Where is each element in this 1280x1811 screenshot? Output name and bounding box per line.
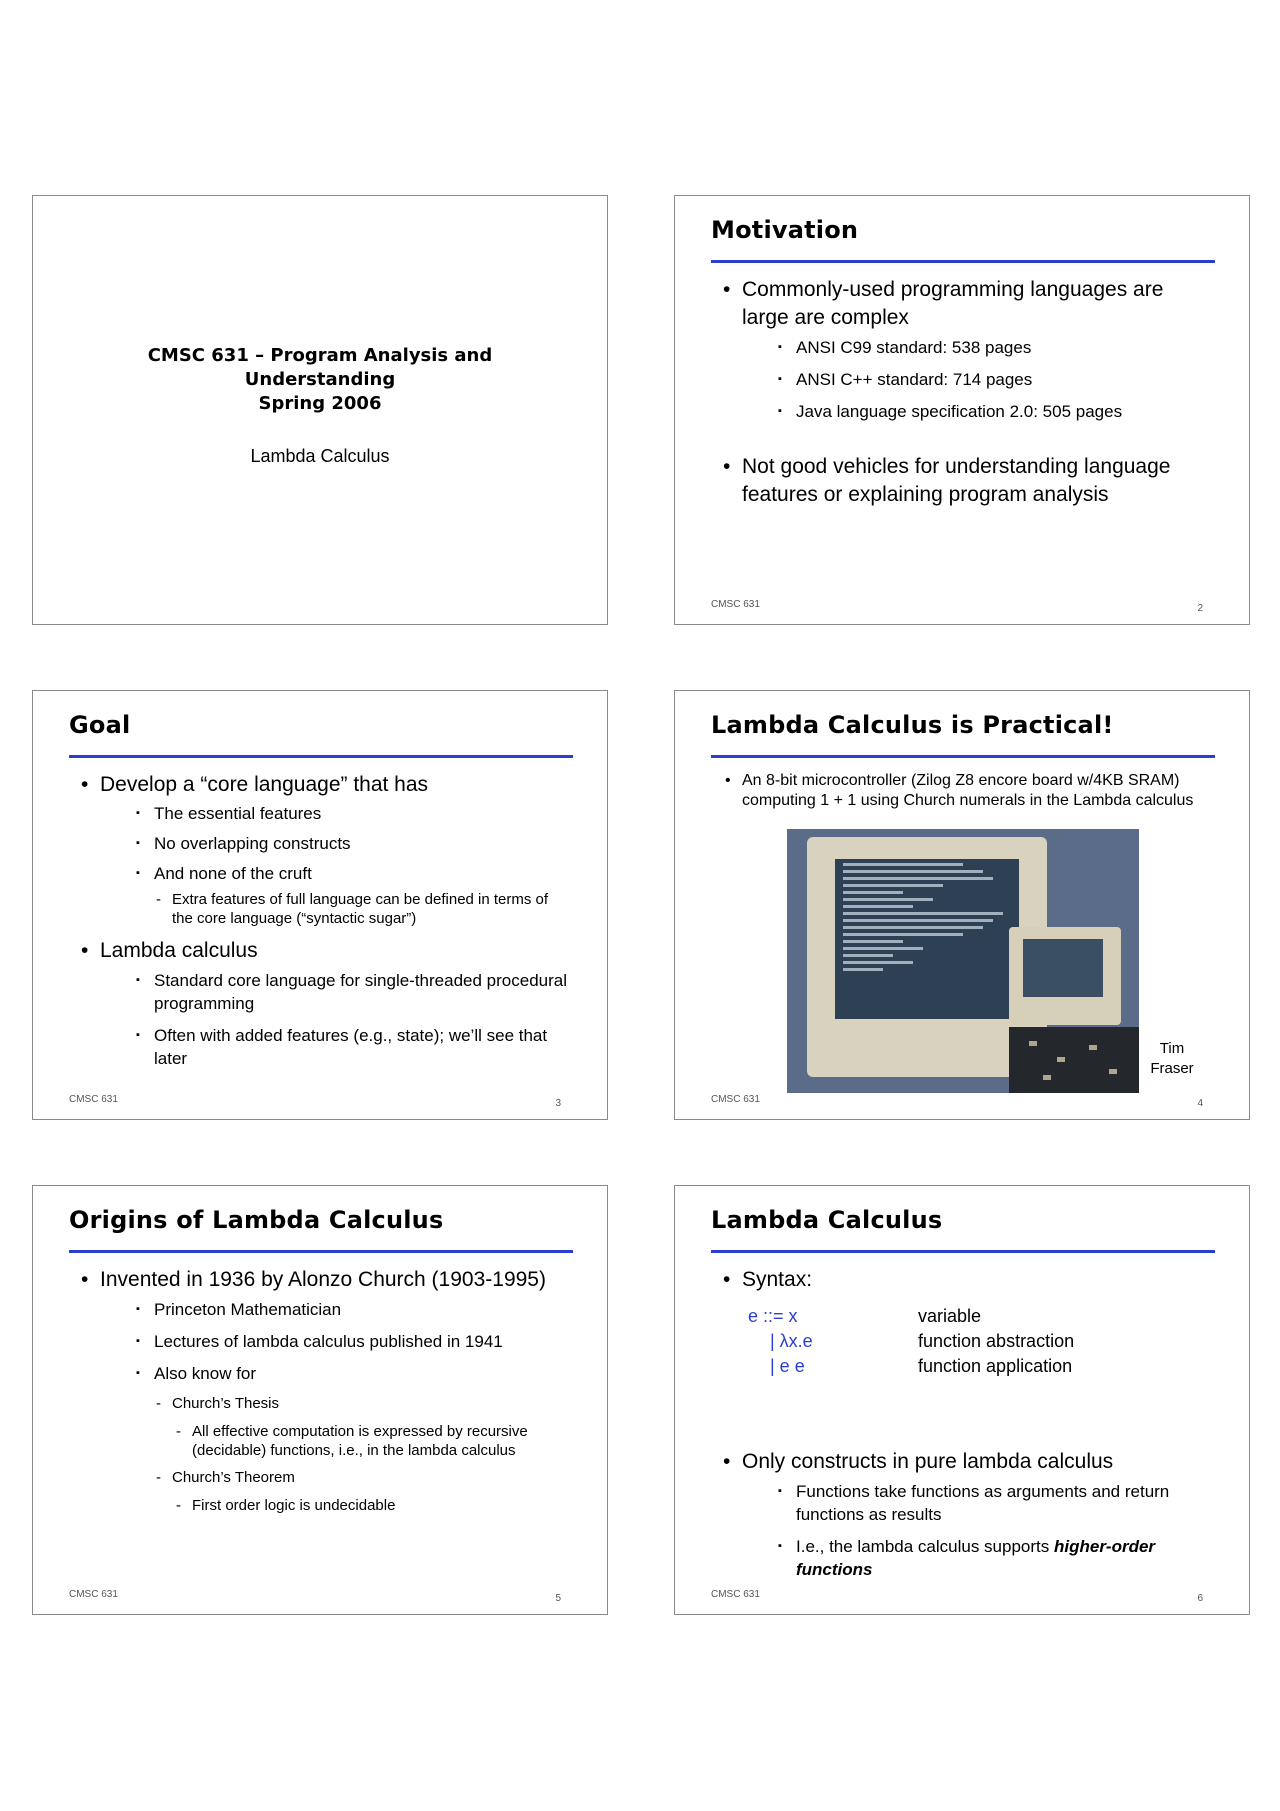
slide-footer: CMSC 631: [711, 1094, 760, 1105]
syntax-form: e ::= x: [748, 1306, 798, 1326]
bullet-text: Invented in 1936 by Alonzo Church (1903-1995): [100, 1268, 546, 1291]
sub-bullet: ▪ Princeton Mathematician: [100, 1298, 573, 1321]
syntax-form: | e e: [770, 1356, 805, 1376]
lecture-title: Lambda Calculus: [250, 446, 390, 466]
slide-3: [32, 690, 608, 1120]
slide-title: Goal: [69, 711, 131, 739]
bullet-text: Lambda calculus: [100, 939, 258, 962]
small-screen: [1023, 939, 1103, 997]
page-number: 2: [1197, 603, 1203, 614]
syntax-meaning: function abstraction: [918, 1331, 1075, 1351]
slide-footer: CMSC 631: [69, 1094, 118, 1105]
bullet: [69, 771, 573, 928]
photo-caption: Tim Fraser: [1150, 1040, 1194, 1077]
bullet: • Not good vehicles for understanding language features or explaining program analysis: [711, 453, 1215, 509]
emphasis-text: higher-order functions: [796, 1537, 1156, 1579]
bullet: [711, 1448, 1215, 1581]
slide-5: [32, 1185, 608, 1615]
syntax-table: [748, 1304, 1074, 1379]
bullet: [69, 1266, 573, 1515]
page-number: 4: [1197, 1098, 1203, 1109]
syntax-form: | λx.e: [770, 1331, 813, 1351]
slide-4: [674, 690, 1250, 1120]
course-title-line-1: CMSC 631 – Program Analysis and: [147, 345, 493, 366]
title-rule: [711, 260, 1215, 263]
sub-bullet: ▪ Standard core language for single-threaded procedural programming: [100, 969, 573, 1015]
slide-1: [32, 195, 608, 625]
syntax-row: [748, 1329, 1074, 1354]
circuit-board: [1009, 1027, 1139, 1093]
sub-sub-bullet-text: Church’s Theorem: [172, 1469, 295, 1486]
sub-bullet: ▪ Also know for: [100, 1362, 573, 1385]
sub-bullet: ▪ No overlapping constructs: [100, 832, 573, 855]
sub-bullet: ▪ Lectures of lambda calculus published in 1941: [100, 1330, 573, 1353]
level-4-bullet: - First order logic is undecidable: [100, 1496, 573, 1515]
slide-content: [69, 771, 573, 1079]
small-monitor: [1009, 927, 1121, 1025]
microcontroller-photo: [787, 829, 1139, 1093]
sub-bullet: ▪ Functions take functions as arguments and return functions as results: [742, 1480, 1215, 1526]
syntax-row: [748, 1304, 1074, 1329]
title-rule: [69, 755, 573, 758]
slide-content: [711, 276, 1215, 515]
sub-bullet: ▪ The essential features: [100, 802, 573, 825]
bullet-text: Develop a “core language” that has: [100, 773, 429, 796]
sub-bullet: ▪ Often with added features (e.g., state); we’ll see that later: [100, 1024, 573, 1070]
course-term: Spring 2006: [258, 393, 382, 414]
title-rule: [711, 1250, 1215, 1253]
page-number: 3: [555, 1098, 561, 1109]
terminal-screen: [835, 859, 1019, 1019]
slide-footer: CMSC 631: [69, 1589, 118, 1600]
syntax-row: [748, 1354, 1074, 1379]
title-rule: [711, 755, 1215, 758]
sub-bullet: ▪ And none of the cruft: [100, 862, 573, 885]
bullet-text: Commonly-used programming languages are large are complex: [742, 278, 1164, 329]
slide-title: Lambda Calculus: [711, 1206, 943, 1234]
bullet: [69, 937, 573, 1070]
syntax-meaning: function application: [918, 1356, 1073, 1376]
bullet: • Syntax:: [711, 1266, 1215, 1294]
slide-footer: CMSC 631: [711, 1589, 760, 1600]
page-number: 6: [1197, 1593, 1203, 1604]
sub-bullet: ▪ ANSI C99 standard: 538 pages: [742, 336, 1215, 359]
slide-footer: CMSC 631: [711, 599, 760, 610]
slide-title: Motivation: [711, 216, 859, 244]
slide-2: [674, 195, 1250, 625]
bullet-text: Only constructs in pure lambda calculus: [742, 1450, 1114, 1473]
title-rule: [69, 1250, 573, 1253]
bullet: • An 8-bit microcontroller (Zilog Z8 encore board w/4KB SRAM) computing 1 + 1 using Church numerals in the Lambda calculus: [711, 771, 1215, 811]
slide-title: Origins of Lambda Calculus: [69, 1206, 444, 1234]
course-title: [33, 344, 607, 416]
slide-content: [711, 771, 1215, 811]
page-number: 5: [555, 1593, 561, 1604]
sub-bullet: [742, 1535, 1215, 1581]
sub-bullet: ▪ ANSI C++ standard: 714 pages: [742, 368, 1215, 391]
slide-title: Lambda Calculus is Practical!: [711, 711, 1114, 739]
sub-bullet: ▪ Java language specification 2.0: 505 pages: [742, 400, 1215, 423]
level-4-bullet: - All effective computation is expressed by recursive (decidable) functions, i.e., in the lambda calculus: [100, 1422, 573, 1460]
sub-sub-bullet: [100, 1468, 573, 1487]
sub-sub-bullet: - Extra features of full language can be defined in terms of the core language (“syntactic sugar”): [100, 890, 573, 928]
course-title-line-2: Understanding: [244, 369, 396, 390]
syntax-meaning: variable: [918, 1306, 982, 1326]
slide-6: [674, 1185, 1250, 1615]
sub-sub-bullet: [100, 1394, 573, 1413]
bullet: [711, 276, 1215, 423]
slide-content: [711, 1266, 1215, 1300]
sub-sub-bullet-text: Church’s Thesis: [172, 1395, 279, 1412]
slide-content: [69, 1266, 573, 1523]
slide-content-lower: [711, 1448, 1215, 1590]
sub-bullet-text: I.e., the lambda calculus supports: [796, 1537, 1054, 1556]
